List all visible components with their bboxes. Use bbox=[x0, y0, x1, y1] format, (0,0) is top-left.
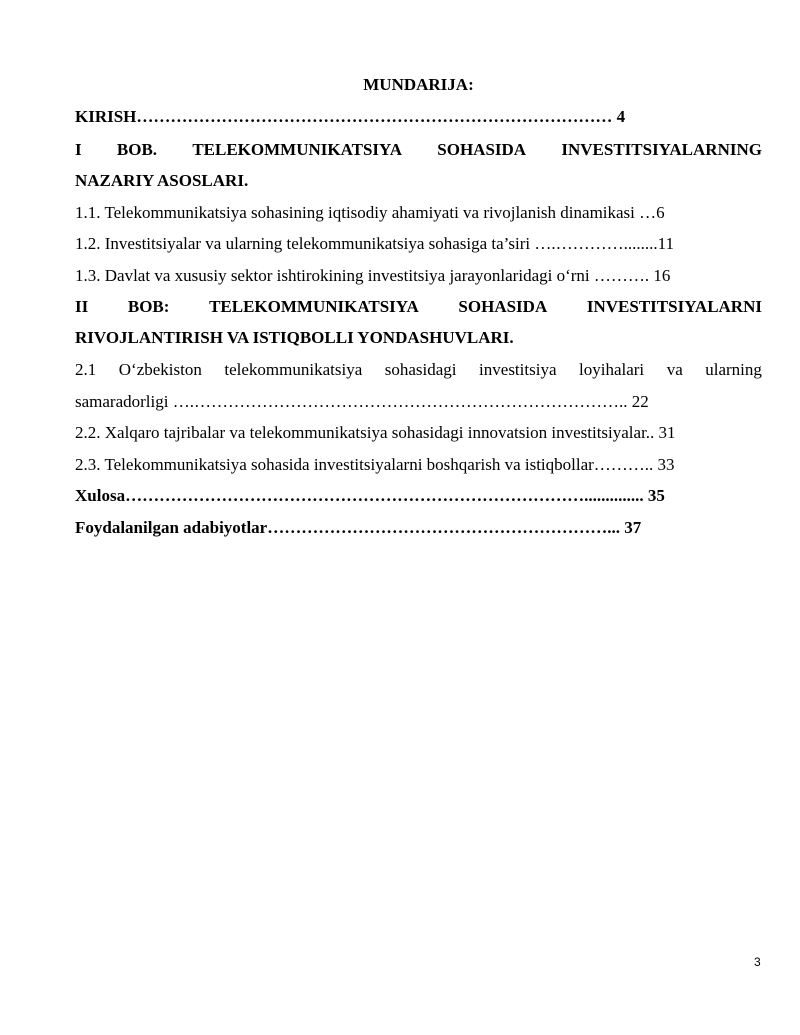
toc-entry-kirish: KIRISH………………………………………………………………………… 4 bbox=[75, 107, 626, 126]
document-page bbox=[75, 0, 762, 1035]
toc-entry-2-1 bbox=[75, 359, 762, 381]
toc-entry-2-1-word: 2.1 bbox=[75, 360, 97, 379]
toc-chapter-1-heading bbox=[75, 139, 762, 161]
toc-entry-adabiyotlar: Foydalanilgan adabiyotlar……………………………………………………... 37 bbox=[75, 518, 642, 537]
toc-entry-2-2: 2.2. Xalqaro tajribalar va telekommunikatsiya sohasidagi innovatsion investitsiyalar.. 31 bbox=[75, 423, 676, 442]
toc-entry-2-1-word: va bbox=[666, 360, 683, 379]
toc-chapter-2-word: TELEKOMMUNIKATSIYA bbox=[209, 297, 419, 316]
toc-chapter-1-word: I bbox=[75, 140, 82, 159]
toc-entry-1-3: 1.3. Davlat va xususiy sektor ishtirokining investitsiya jarayonlaridagi o‘rni ………. 16 bbox=[75, 266, 671, 285]
toc-chapter-1-word: INVESTITSIYALARNING bbox=[561, 140, 762, 159]
toc-chapter-1-word: SOHASIDA bbox=[437, 140, 527, 159]
page-title: MUNDARIJA: bbox=[363, 75, 474, 94]
toc-chapter-2-word: II bbox=[75, 297, 89, 316]
toc-entry-1-2: 1.2. Investitsiyalar va ularning telekommunikatsiya sohasiga ta’siri ….…………........11 bbox=[75, 234, 674, 253]
toc-entry-2-3: 2.3. Telekommunikatsiya sohasida investitsiyalarni boshqarish va istiqbollar……….. 33 bbox=[75, 455, 675, 474]
toc-chapter-2-word: SOHASIDA bbox=[458, 297, 548, 316]
toc-entry-2-1-word: loyihalari bbox=[579, 360, 645, 379]
toc-entry-xulosa: Xulosa……………………………………………………………………….............. 35 bbox=[75, 486, 665, 505]
toc-chapter-2-word: BOB: bbox=[127, 297, 170, 316]
toc-entry-1-1: 1.1. Telekommunikatsiya sohasining iqtisodiy ahamiyati va rivojlanish dinamikasi …6 bbox=[75, 203, 665, 222]
toc-chapter-2-word: INVESTITSIYALARNI bbox=[586, 297, 762, 316]
toc-chapter-1-word: TELEKOMMUNIKATSIYA bbox=[192, 140, 403, 159]
toc-entry-2-1-word: investitsiya bbox=[479, 360, 557, 379]
toc-chapter-1-word: BOB. bbox=[116, 140, 158, 159]
toc-chapter-1-heading-continued: NAZARIY ASOSLARI. bbox=[75, 171, 249, 190]
toc-entry-2-1-word: ularning bbox=[705, 360, 762, 379]
toc-entry-2-1-word: O‘zbekiston bbox=[118, 360, 202, 379]
toc-entry-2-1-word: telekommunikatsiya bbox=[224, 360, 363, 379]
page-number: 3 bbox=[754, 955, 761, 969]
toc-entry-2-1-continued: samaradorligi ….………………………………………………………………….. 22 bbox=[75, 392, 649, 411]
toc-entry-2-1-word: sohasidagi bbox=[384, 360, 457, 379]
toc-chapter-2-heading bbox=[75, 296, 762, 318]
toc-chapter-2-heading-continued: RIVOJLANTIRISH VA ISTIQBOLLI YONDASHUVLARI. bbox=[75, 328, 514, 347]
